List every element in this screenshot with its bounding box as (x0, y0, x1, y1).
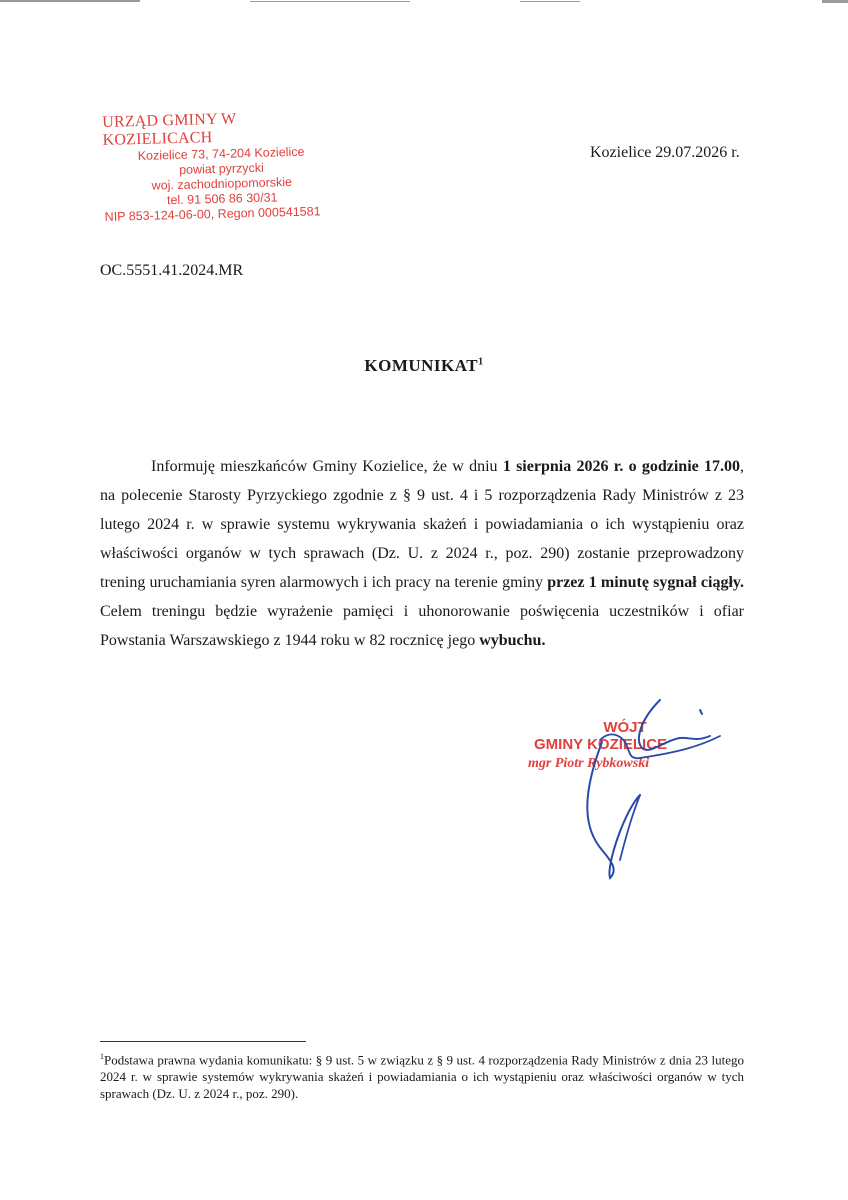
heading-title: KOMUNIKAT (364, 356, 479, 375)
scan-edge-line (520, 1, 580, 2)
signature-stamp-office: GMINY KOZIELICE (534, 736, 668, 753)
stamp-office-name: URZĄD GMINY W KOZIELICACH (101, 110, 237, 149)
scan-edge-line (0, 0, 140, 2)
reference-number: OC.5551.41.2024.MR (100, 262, 244, 279)
document-heading (0, 356, 848, 376)
footnote-divider (100, 1041, 306, 1042)
footnote-marker: 1 (478, 356, 484, 368)
handwritten-signature (540, 680, 740, 890)
body-text: , na polecenie Starosty Pyrzyckiego zgodnie z § 9 ust. 4 i 5 rozporządzenia Rady Ministrów z 23 lutego 2024 r. w sprawie systemu wykrywania skażeń i powiadamiania o ich wystąpieniu oraz właściwości organów w tych sprawach (Dz. U. z 2024 r., poz. 290) zostanie przeprowadzony trening uruchamiania syren alarmowych i ich pracy na terenie gminy (100, 458, 745, 591)
stamp-ids: NIP 853-124-06-00, Regon 000541581 (104, 204, 321, 224)
stamp-phone: tel. 91 506 86 30/31 (166, 190, 278, 208)
body-emphasis-date: 1 sierpnia 2026 r. o godzinie 17.00 (502, 458, 741, 475)
body-text: Informuję mieszkańców Gminy Kozielice, że w dniu (151, 458, 503, 475)
scan-edge-line (250, 1, 410, 2)
footnote-text: Podstawa prawna wydania komunikatu: § 9 ust. 5 w związku z § 9 ust. 4 rozporządzenia Rady Ministrów z dnia 23 lutego 2024 r. w sprawie systemów wykrywania skażeń i powiadamiania o ich wystąpieniu oraz właściwości organów w tych sprawach (Dz. U. z 2024 r., poz. 290). (100, 1052, 744, 1102)
body-text: Celem treningu będzie wyrażenie pamięci i uhonorowanie poświęcenia uczestników i ofiar Powstania Warszawskiego z 1944 roku w 82 rocznicę jego (100, 603, 744, 649)
stamp-address: Kozielice 73, 74-204 Kozielice (137, 144, 305, 164)
signature-stamp-title: WÓJT (603, 719, 647, 736)
announcement-body (100, 452, 744, 655)
stamp-voivodeship: woj. zachodniopomorskie (151, 174, 293, 193)
signature-stamp-name: mgr Piotr Rybkowski (528, 756, 650, 771)
scan-edge-line (822, 0, 848, 3)
body-emphasis-signal: przez 1 minutę sygnał ciągły. (547, 574, 744, 591)
footnote-number: 1 (100, 1052, 104, 1061)
document-date: Kozielice 29.07.2026 r. (590, 144, 740, 161)
office-stamp (100, 108, 343, 225)
body-emphasis-end: wybuchu. (479, 632, 546, 649)
stamp-county: powiat pyrzycki (178, 160, 265, 177)
footnote (100, 1048, 744, 1102)
